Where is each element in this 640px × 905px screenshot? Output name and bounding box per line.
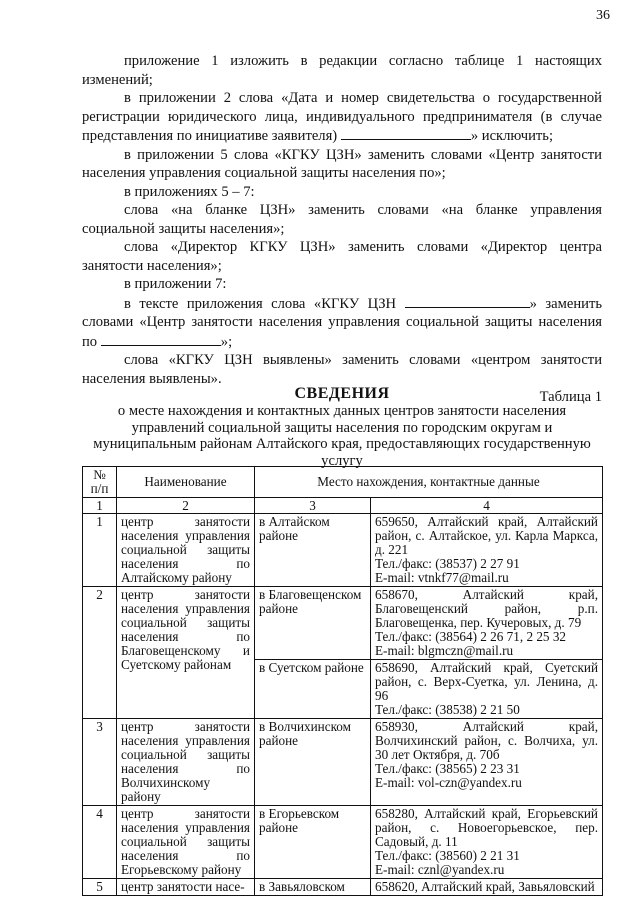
- heading-title: СВЕДЕНИЯ: [294, 385, 390, 402]
- paragraph: приложение 1 изложить в редакции согласно таблице 1 настоящих изменений;: [82, 53, 602, 88]
- district-cell: в Благовещенском районе: [255, 587, 371, 660]
- index-cell: 3: [255, 498, 371, 514]
- page-number: 36: [596, 8, 610, 23]
- phone-line: Тел./факс: (38565) 2 23 31: [375, 761, 520, 776]
- paragraph: в тексте приложения слова «КГКУ ЦЗН » заменить словами «Центр занятости населения управления социальной защиты населения по »;: [82, 295, 602, 350]
- email-line: E-mail: blgmczn@mail.ru: [375, 643, 514, 658]
- phone-line: Тел./факс: (38537) 2 27 91: [375, 556, 520, 571]
- header-num: № п/п: [83, 467, 117, 498]
- table-body: [83, 514, 603, 896]
- address-line: 658670, Алтайский край, Благовещенский район, р.п. Благовещенка, пер. Кучеровых, д. 79: [375, 587, 598, 630]
- phone-line: Тел./факс: (38564) 2 26 71, 2 25 32: [375, 629, 567, 644]
- index-cell: 4: [371, 498, 603, 514]
- table-heading: [82, 385, 602, 469]
- paragraph: слова «КГКУ ЦЗН выявлены» заменить словами «центром занятости населения выявлены».: [82, 352, 602, 387]
- blank-line: [405, 294, 530, 308]
- paragraph: слова «на бланке ЦЗН» заменить словами «на бланке управления социальной защиты населения»;: [82, 202, 602, 237]
- index-cell: 2: [117, 498, 255, 514]
- address-line: 658930, Алтайский край, Волчихинский район, с. Волчиха, ул. 30 лет Октября, д. 70б: [375, 719, 598, 762]
- paragraph: в приложении 2 слова «Дата и номер свидетельства о государственной регистрации юридического лица, индивидуального предпринимателя (в случае представления по инициативе заявителя) » исключить;: [82, 90, 602, 144]
- email-line: E-mail: cznl@yandex.ru: [375, 862, 505, 877]
- row-number: 4: [83, 806, 117, 879]
- table-row: [83, 719, 603, 806]
- contact-cell: [371, 719, 603, 806]
- phone-line: Тел./факс: (38560) 2 21 31: [375, 848, 520, 863]
- district-cell: в Алтайском районе: [255, 514, 371, 587]
- table-row: [83, 879, 603, 896]
- table-row: [83, 587, 603, 660]
- contact-cell: [371, 806, 603, 879]
- row-number: 5: [83, 879, 117, 896]
- row-number: 3: [83, 719, 117, 806]
- table-row: [83, 806, 603, 879]
- centers-table: [82, 466, 603, 896]
- email-line: E-mail: vol-czn@yandex.ru: [375, 775, 522, 790]
- paragraph: в приложениях 5 – 7:: [124, 183, 255, 200]
- phone-line: Тел./факс: (38538) 2 21 50: [375, 702, 520, 717]
- district-cell: в Волчихинском районе: [255, 719, 371, 806]
- district-cell: в Егорьевском районе: [255, 806, 371, 879]
- address-line: 658280, Алтайский край, Егорьевский район, с. Новоегорьевское, пер. Садовый, д. 11: [375, 806, 598, 849]
- center-name: центр занятости населения управления социальной защиты населения по Егорьевскому району: [117, 806, 255, 879]
- contact-cell: [371, 587, 603, 660]
- email-line: E-mail: vtnkf77@mail.ru: [375, 570, 509, 585]
- table-header-row: [83, 467, 603, 498]
- center-name: центр занятости насе-: [117, 879, 255, 896]
- paragraph: слова «Директор КГКУ ЦЗН» заменить словами «Директор центра занятости населения»;: [82, 239, 602, 274]
- address-line: 658620, Алтайский край, Завьяловский: [375, 879, 595, 894]
- header-name: Наименование: [117, 467, 255, 498]
- center-name: центр занятости населения управления социальной защиты населения по Алтайскому району: [117, 514, 255, 587]
- paragraph: в приложении 7:: [124, 276, 227, 292]
- contact-cell: [371, 879, 603, 896]
- blank-line: [341, 126, 471, 140]
- district-cell: в Завьяловском: [255, 879, 371, 896]
- row-number: 1: [83, 514, 117, 587]
- table-row: [83, 514, 603, 587]
- address-line: 658690, Алтайский край, Суетский район, с. Верх-Суетка, ул. Ленина, д. 96: [375, 660, 598, 703]
- index-cell: 1: [83, 498, 117, 514]
- heading-subtitle: о месте нахождения и контактных данных центров занятости населения управлений социальной защиты населения по городским округам и муниципальным районам Алтайского края, предоставляющих государственную услугу: [93, 403, 591, 469]
- address-line: 659650, Алтайский край, Алтайский район, с. Алтайское, ул. Карла Маркса, д. 221: [375, 514, 598, 557]
- body-text: [82, 52, 602, 407]
- header-place: Место нахождения, контактные данные: [255, 467, 603, 498]
- center-name: центр занятости населения управления социальной защиты населения по Волчихинскому району: [117, 719, 255, 806]
- center-name: центр занятости населения управления социальной защиты населения по Благовещенскому и Суетскому районам: [117, 587, 255, 719]
- district-cell: в Суетском районе: [255, 660, 371, 719]
- contact-cell: [371, 660, 603, 719]
- paragraph: в приложении 5 слова «КГКУ ЦЗН» заменить словами «Центр занятости населения управления социальной защиты населения по»;: [82, 146, 602, 181]
- contact-cell: [371, 514, 603, 587]
- table-index-row: [83, 498, 603, 514]
- blank-line: [101, 332, 221, 346]
- row-number: 2: [83, 587, 117, 719]
- table-label: Таблица 1: [539, 389, 602, 405]
